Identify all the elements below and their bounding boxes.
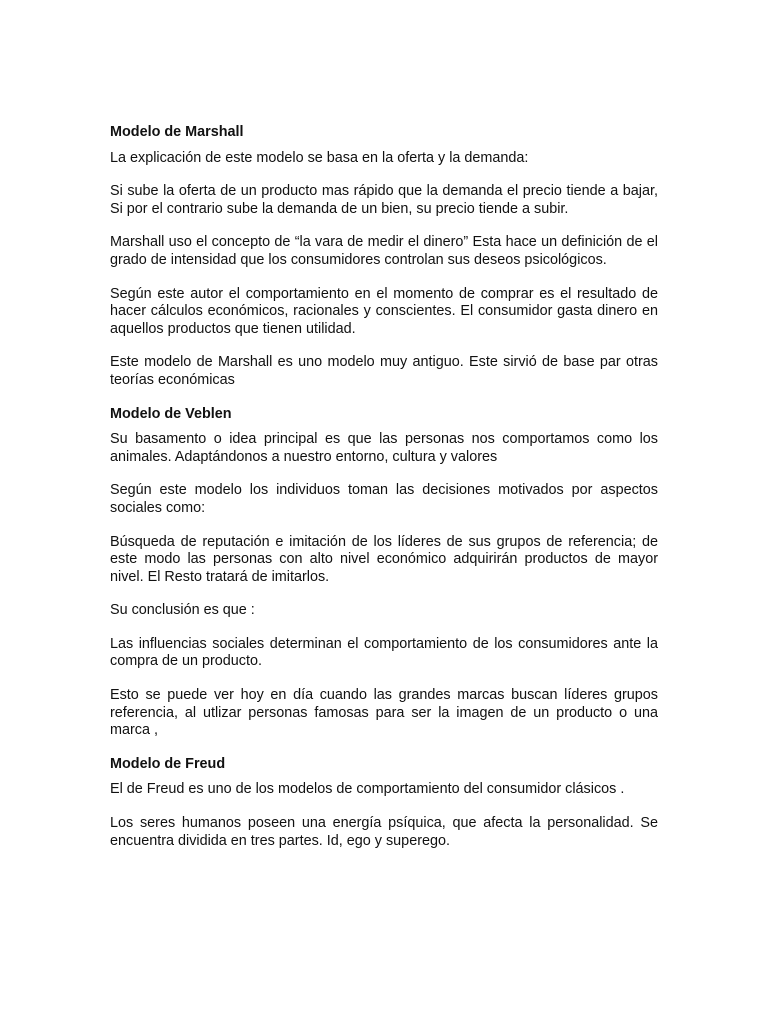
paragraph: La explicación de este modelo se basa en la oferta y la demanda: [110, 149, 529, 166]
paragraph: Búsqueda de reputación e imitación de los líderes de sus grupos de referencia; de este modo las personas con alto nivel económico adquirirán productos de mayor nivel. El Resto tratará de imitarlos. [110, 533, 658, 585]
paragraph: Marshall uso el concepto de “la vara de medir el dinero” Esta hace un definición de el grado de intensidad que los consumidores controlan sus deseos psicológicos. [110, 234, 658, 268]
paragraph: Su basamento o idea principal es que las personas nos comportamos como los animales. Adaptándonos a nuestro entorno, cultura y valores [110, 431, 658, 465]
paragraph: Esto se puede ver hoy en día cuando las grandes marcas buscan líderes grupos referencia, al utlizar personas famosas para ser la imagen de un producto o una marca , [110, 687, 658, 739]
section-marshall [110, 124, 658, 390]
section-veblen [110, 406, 658, 740]
section-heading: Modelo de Marshall [110, 124, 244, 140]
paragraph: Los seres humanos poseen una energía psíquica, que afecta la personalidad. Se encuentra dividida en tres partes. Id, ego y superego. [110, 815, 658, 849]
section-heading: Modelo de Veblen [110, 405, 232, 422]
paragraph: Este modelo de Marshall es uno modelo muy antiguo. Este sirvió de base par otras teorías económicas [110, 354, 658, 388]
paragraph: Según este autor el comportamiento en el momento de comprar es el resultado de hacer cálculos económicos, racionales y conscientes. El consumidor gasta dinero en aquellos productos que tienen utilidad. [110, 285, 658, 337]
paragraph: Si sube la oferta de un producto mas rápido que la demanda el precio tiende a bajar, Si por el contrario sube la demanda de un bien, su precio tiende a subir. [110, 183, 658, 217]
paragraph: El de Freud es uno de los modelos de comportamiento del consumidor clásicos . [110, 781, 625, 798]
section-freud [110, 756, 658, 850]
paragraph: Su conclusión es que : [110, 602, 255, 619]
paragraph: Las influencias sociales determinan el comportamiento de los consumidores ante la compra de un producto. [110, 635, 658, 670]
document-page [110, 118, 658, 866]
section-heading: Modelo de Freud [110, 755, 226, 772]
paragraph: Según este modelo los individuos toman las decisiones motivados por aspectos sociales como: [110, 482, 658, 516]
